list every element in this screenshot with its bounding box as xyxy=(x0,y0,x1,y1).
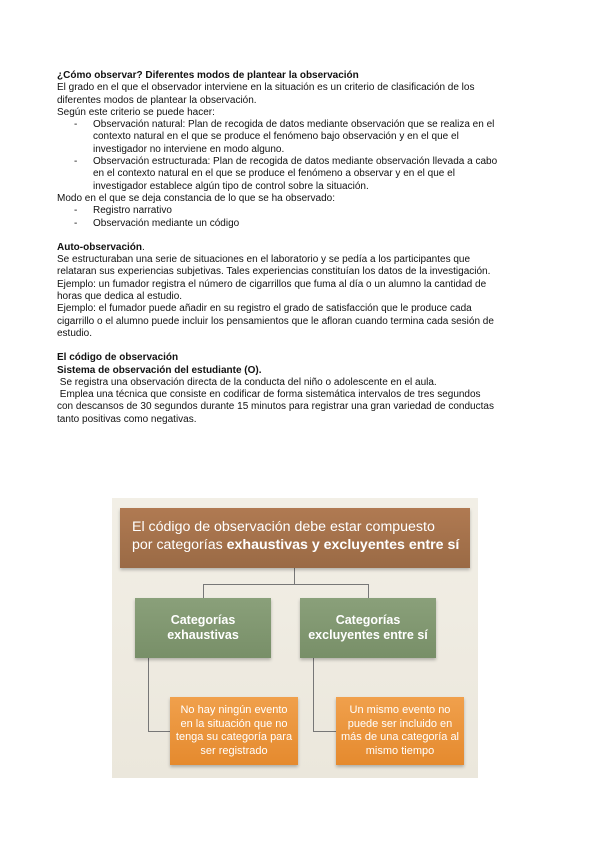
section-heading-self-observation xyxy=(57,242,547,254)
paragraph-line: El grado en el que el observador interviene en la situación es un criterio de clasificación de los xyxy=(57,82,475,94)
paragraph-line: Se registra una observación directa de la conducta del niño o adolescente en el aula. xyxy=(57,376,437,388)
connector-line xyxy=(368,584,369,598)
paragraph-line: cigarrillo o el alumno puede incluir los pensamientos que le afloran cuando termina cada sesión de xyxy=(57,315,494,327)
bullet-dash: - xyxy=(74,156,78,168)
paragraph-line: Ejemplo: el fumador puede añadir en su registro el grado de satisfacción que le produce cada xyxy=(57,303,472,315)
heading-period: . xyxy=(142,241,145,253)
connector-line xyxy=(148,658,149,732)
paragraph-line: diferentes modos de plantear la observación. xyxy=(57,94,257,106)
bullet-dash: - xyxy=(74,119,78,131)
bullet-narrative-record xyxy=(57,205,547,217)
criteria-line: Según este criterio se puede hacer: xyxy=(57,106,215,118)
section-heading-observation-code: El código de observación xyxy=(57,352,179,364)
bullet-line: Observación estructurada: Plan de recogida de datos mediante observación llevada a cabo xyxy=(93,156,498,168)
bullet-natural-observation xyxy=(57,119,547,156)
bullet-line: investigador establece algún tipo de control sobre la situación. xyxy=(93,180,369,192)
bullet-structured-observation xyxy=(57,156,547,193)
bullet-line: contexto natural en el que se produce el fenómeno bajo observación y en el que el xyxy=(93,131,459,143)
bullet-dash: - xyxy=(74,217,78,229)
exclusive-title: Categorías excluyentes entre sí xyxy=(308,613,428,642)
connector-line xyxy=(148,731,170,732)
paragraph-line: tanto positivas como negativas. xyxy=(57,413,197,425)
diagram-main-box xyxy=(120,508,470,568)
observation-code-diagram xyxy=(112,498,478,778)
paragraph-line: relataran sus experiencias subjetivas. Tales experiencias constituían los datos de la investigación. xyxy=(57,266,491,278)
paragraph-line: con descansos de 30 segundos durante 15 minutos para registrar una gran variedad de conductas xyxy=(57,401,494,413)
connector-line xyxy=(313,731,336,732)
box-exhaustive-categories xyxy=(135,598,271,658)
connector-line xyxy=(294,568,295,584)
paragraph-line: estudio. xyxy=(57,327,93,339)
bullet-line: Observación natural: Plan de recogida de datos mediante observación que se realiza en el xyxy=(93,119,495,131)
main-box-line2-normal: por categorías xyxy=(132,537,227,553)
paragraph-line: Emplea una técnica que consiste en codificar de forma sistemática intervalos de tres segundos xyxy=(57,389,481,401)
box-exclusive-description xyxy=(336,697,464,765)
exhaustive-description: No hay ningún evento en la situación que no tenga su categoría para ser registrado xyxy=(175,704,293,757)
heading-text: Auto-observación xyxy=(57,241,143,253)
record-mode-line: Modo en el que se deja constancia de lo que se ha observado: xyxy=(57,192,335,204)
exclusive-description: Un mismo evento no puede ser incluido en más de una categoría al mismo tiempo xyxy=(340,704,460,757)
main-box-line2-bold: exhaustivas y excluyentes entre sí xyxy=(226,537,460,553)
main-box-line1: El código de observación debe estar compuesto xyxy=(132,519,435,535)
bullet-line: en el contexto natural en el que se produce el fenómeno a observar y en el que el xyxy=(93,168,455,180)
bullet-code-observation xyxy=(57,218,547,230)
paragraph-line: Ejemplo: un fumador registra el número de cigarrillos que fuma al día o un alumno la cantidad de xyxy=(57,278,487,290)
bullet-line: Registro narrativo xyxy=(93,205,172,217)
bullet-line: Observación mediante un código xyxy=(93,217,240,229)
subheading-student-observation-system: Sistema de observación del estudiante (O). xyxy=(57,364,262,376)
box-exhaustive-description xyxy=(170,697,298,765)
document-body xyxy=(57,70,547,426)
connector-line xyxy=(203,584,368,585)
box-exclusive-categories xyxy=(300,598,436,658)
main-box-line2 xyxy=(132,536,460,554)
section-heading-how-to-observe: ¿Cómo observar? Diferentes modos de plantear la observación xyxy=(57,70,359,81)
connector-line xyxy=(203,584,204,598)
bullet-dash: - xyxy=(74,205,78,217)
exhaustive-title: Categorías exhaustivas xyxy=(167,613,239,642)
connector-line xyxy=(313,658,314,732)
bullet-line: investigador no interviene en modo alguno. xyxy=(93,143,285,155)
paragraph-line: horas que dedica al estudio. xyxy=(57,291,183,303)
paragraph-line: Se estructuraban una serie de situaciones en el laboratorio y se pedía a los participantes que xyxy=(57,254,471,266)
